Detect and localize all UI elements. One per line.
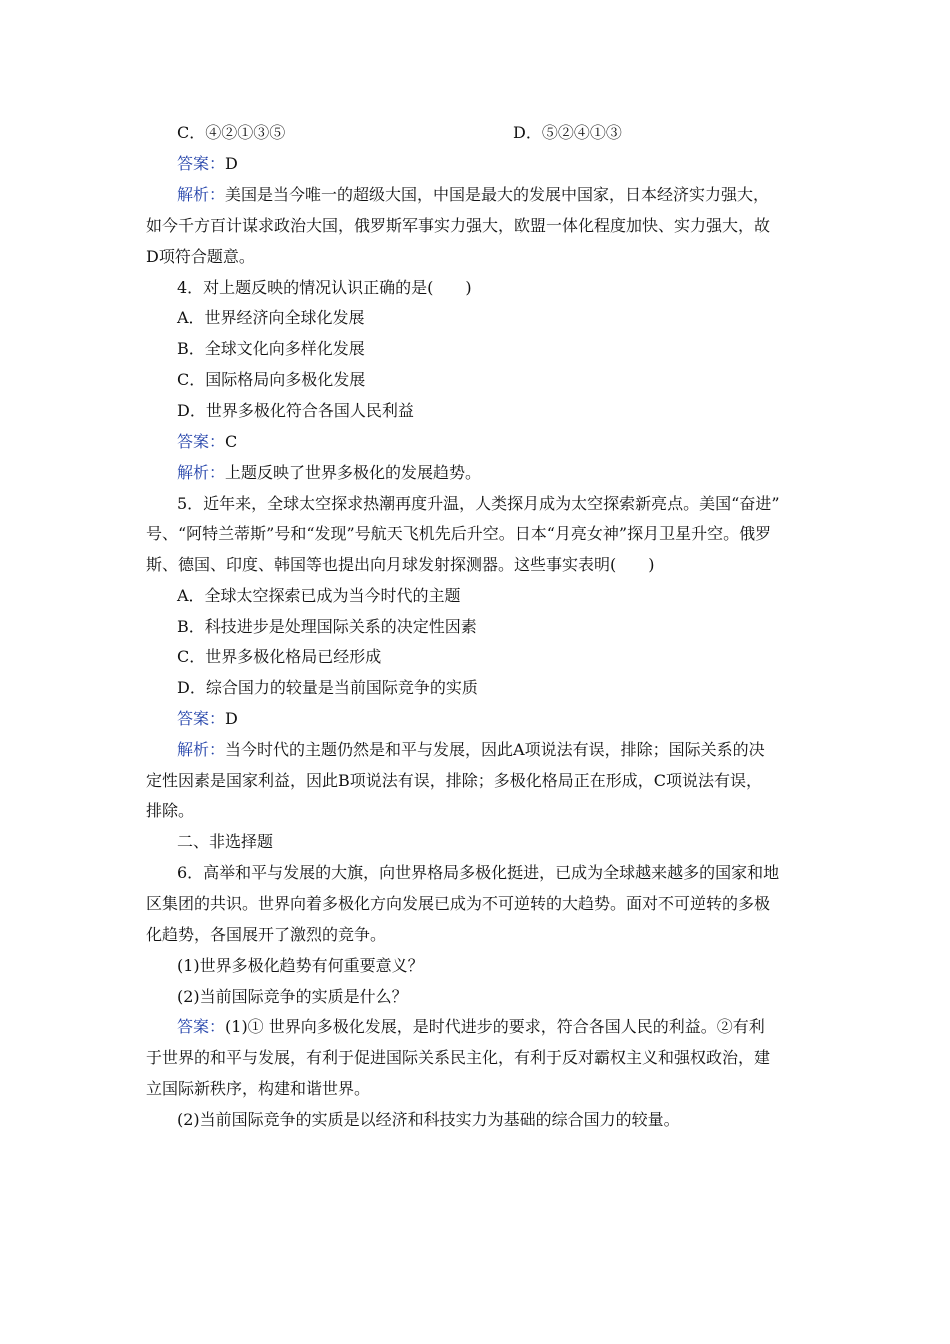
q5-analysis-line-3: 排除。 [146,801,195,820]
analysis-label: 解析： [177,740,226,759]
q4-analysis [177,462,481,484]
answer-label: 答案： [177,432,226,451]
q5-option-b: B．科技进步是处理国际关系的决定性因素 [177,617,477,636]
q6-stem-line-2: 区集团的共识。世界向着多极化方向发展已成为不可逆转的大趋势。面对不可逆转的多极 [146,894,771,913]
analysis-text: 上题反映了世界多极化的发展趋势。 [225,463,482,482]
q4-option-a: A．世界经济向全球化发展 [177,308,365,327]
q5-analysis-line-1 [177,739,765,761]
q6-subquestion-2: (2)当前国际竞争的实质是什么？ [177,987,408,1006]
q6-answer-line-2: 于世界的和平与发展，有利于促进国际关系民主化，有利于反对霸权主义和强权政治，建 [146,1048,771,1067]
q5-stem-line-2: 号、“阿特兰蒂斯”号和“发现”号航天飞机先后升空。日本“月亮女神”探月卫星升空。俄罗 [146,524,772,543]
q4-option-b: B．全球文化向多样化发展 [177,339,365,358]
q5-stem-line-1: 5．近年来，全球太空探求热潮再度升温，人类探月成为太空探索新亮点。美国“奋进” [177,494,780,513]
analysis-label: 解析： [177,185,226,204]
q6-subquestion-1: (1)世界多极化趋势有何重要意义？ [177,956,424,975]
answer-label: 答案： [177,709,226,728]
answer-text: (1)① 世界向多极化发展，是时代进步的要求，符合各国人民的利益。②有利 [225,1017,765,1036]
answer-value: D [225,709,238,728]
q4-option-c: C．国际格局向多极化发展 [177,370,366,389]
q6-answer-line-1 [177,1016,765,1038]
q6-stem-line-1: 6．高举和平与发展的大旗，向世界格局多极化挺进，已成为全球越来越多的国家和地 [177,863,780,882]
answer-label: 答案： [177,154,226,173]
answer-label: 答案： [177,1017,226,1036]
section-heading: 二、非选择题 [177,832,274,851]
q6-answer-line-4: (2)当前国际竞争的实质是以经济和科技实力为基础的综合国力的较量。 [177,1110,680,1129]
q3-analysis-line-1 [177,184,769,206]
q4-stem: 4．对上题反映的情况认识正确的是( ) [177,278,472,297]
analysis-label: 解析： [177,463,226,482]
q3-option-c: C．④②①③⑤ [177,123,286,142]
q6-answer-line-3: 立国际新秩序，构建和谐世界。 [146,1079,371,1098]
answer-value: C [225,432,238,451]
q3-option-d: D．⑤②④①③ [513,123,622,142]
q5-answer [177,708,238,730]
q4-answer [177,431,237,453]
analysis-text: 美国是当今唯一的超级大国，中国是最大的发展中国家，日本经济实力强大， [225,185,770,204]
q3-analysis-line-2: 如今千方百计谋求政治大国，俄罗斯军事实力强大，欧盟一体化程度加快、实力强大，故 [146,216,771,235]
analysis-text: 当今时代的主题仍然是和平与发展，因此A项说法有误，排除；国际关系的决 [225,740,765,759]
answer-value: D [225,154,238,173]
q5-option-d: D．综合国力的较量是当前国际竞争的实质 [177,678,478,697]
q4-option-d: D．世界多极化符合各国人民利益 [177,401,414,420]
q6-stem-line-3: 化趋势，各国展开了激烈的竞争。 [146,925,387,944]
q5-analysis-line-2: 定性因素是国家利益，因此B项说法有误，排除；多极化格局正在形成，C项说法有误， [146,771,763,790]
q5-option-c: C．世界多极化格局已经形成 [177,647,382,666]
q5-option-a: A．全球太空探索已成为当今时代的主题 [177,586,461,605]
q3-answer [177,153,238,175]
q5-stem-line-3: 斯、德国、印度、韩国等也提出向月球发射探测器。这些事实表明( ) [146,555,655,574]
q3-analysis-line-3: D项符合题意。 [146,247,255,266]
